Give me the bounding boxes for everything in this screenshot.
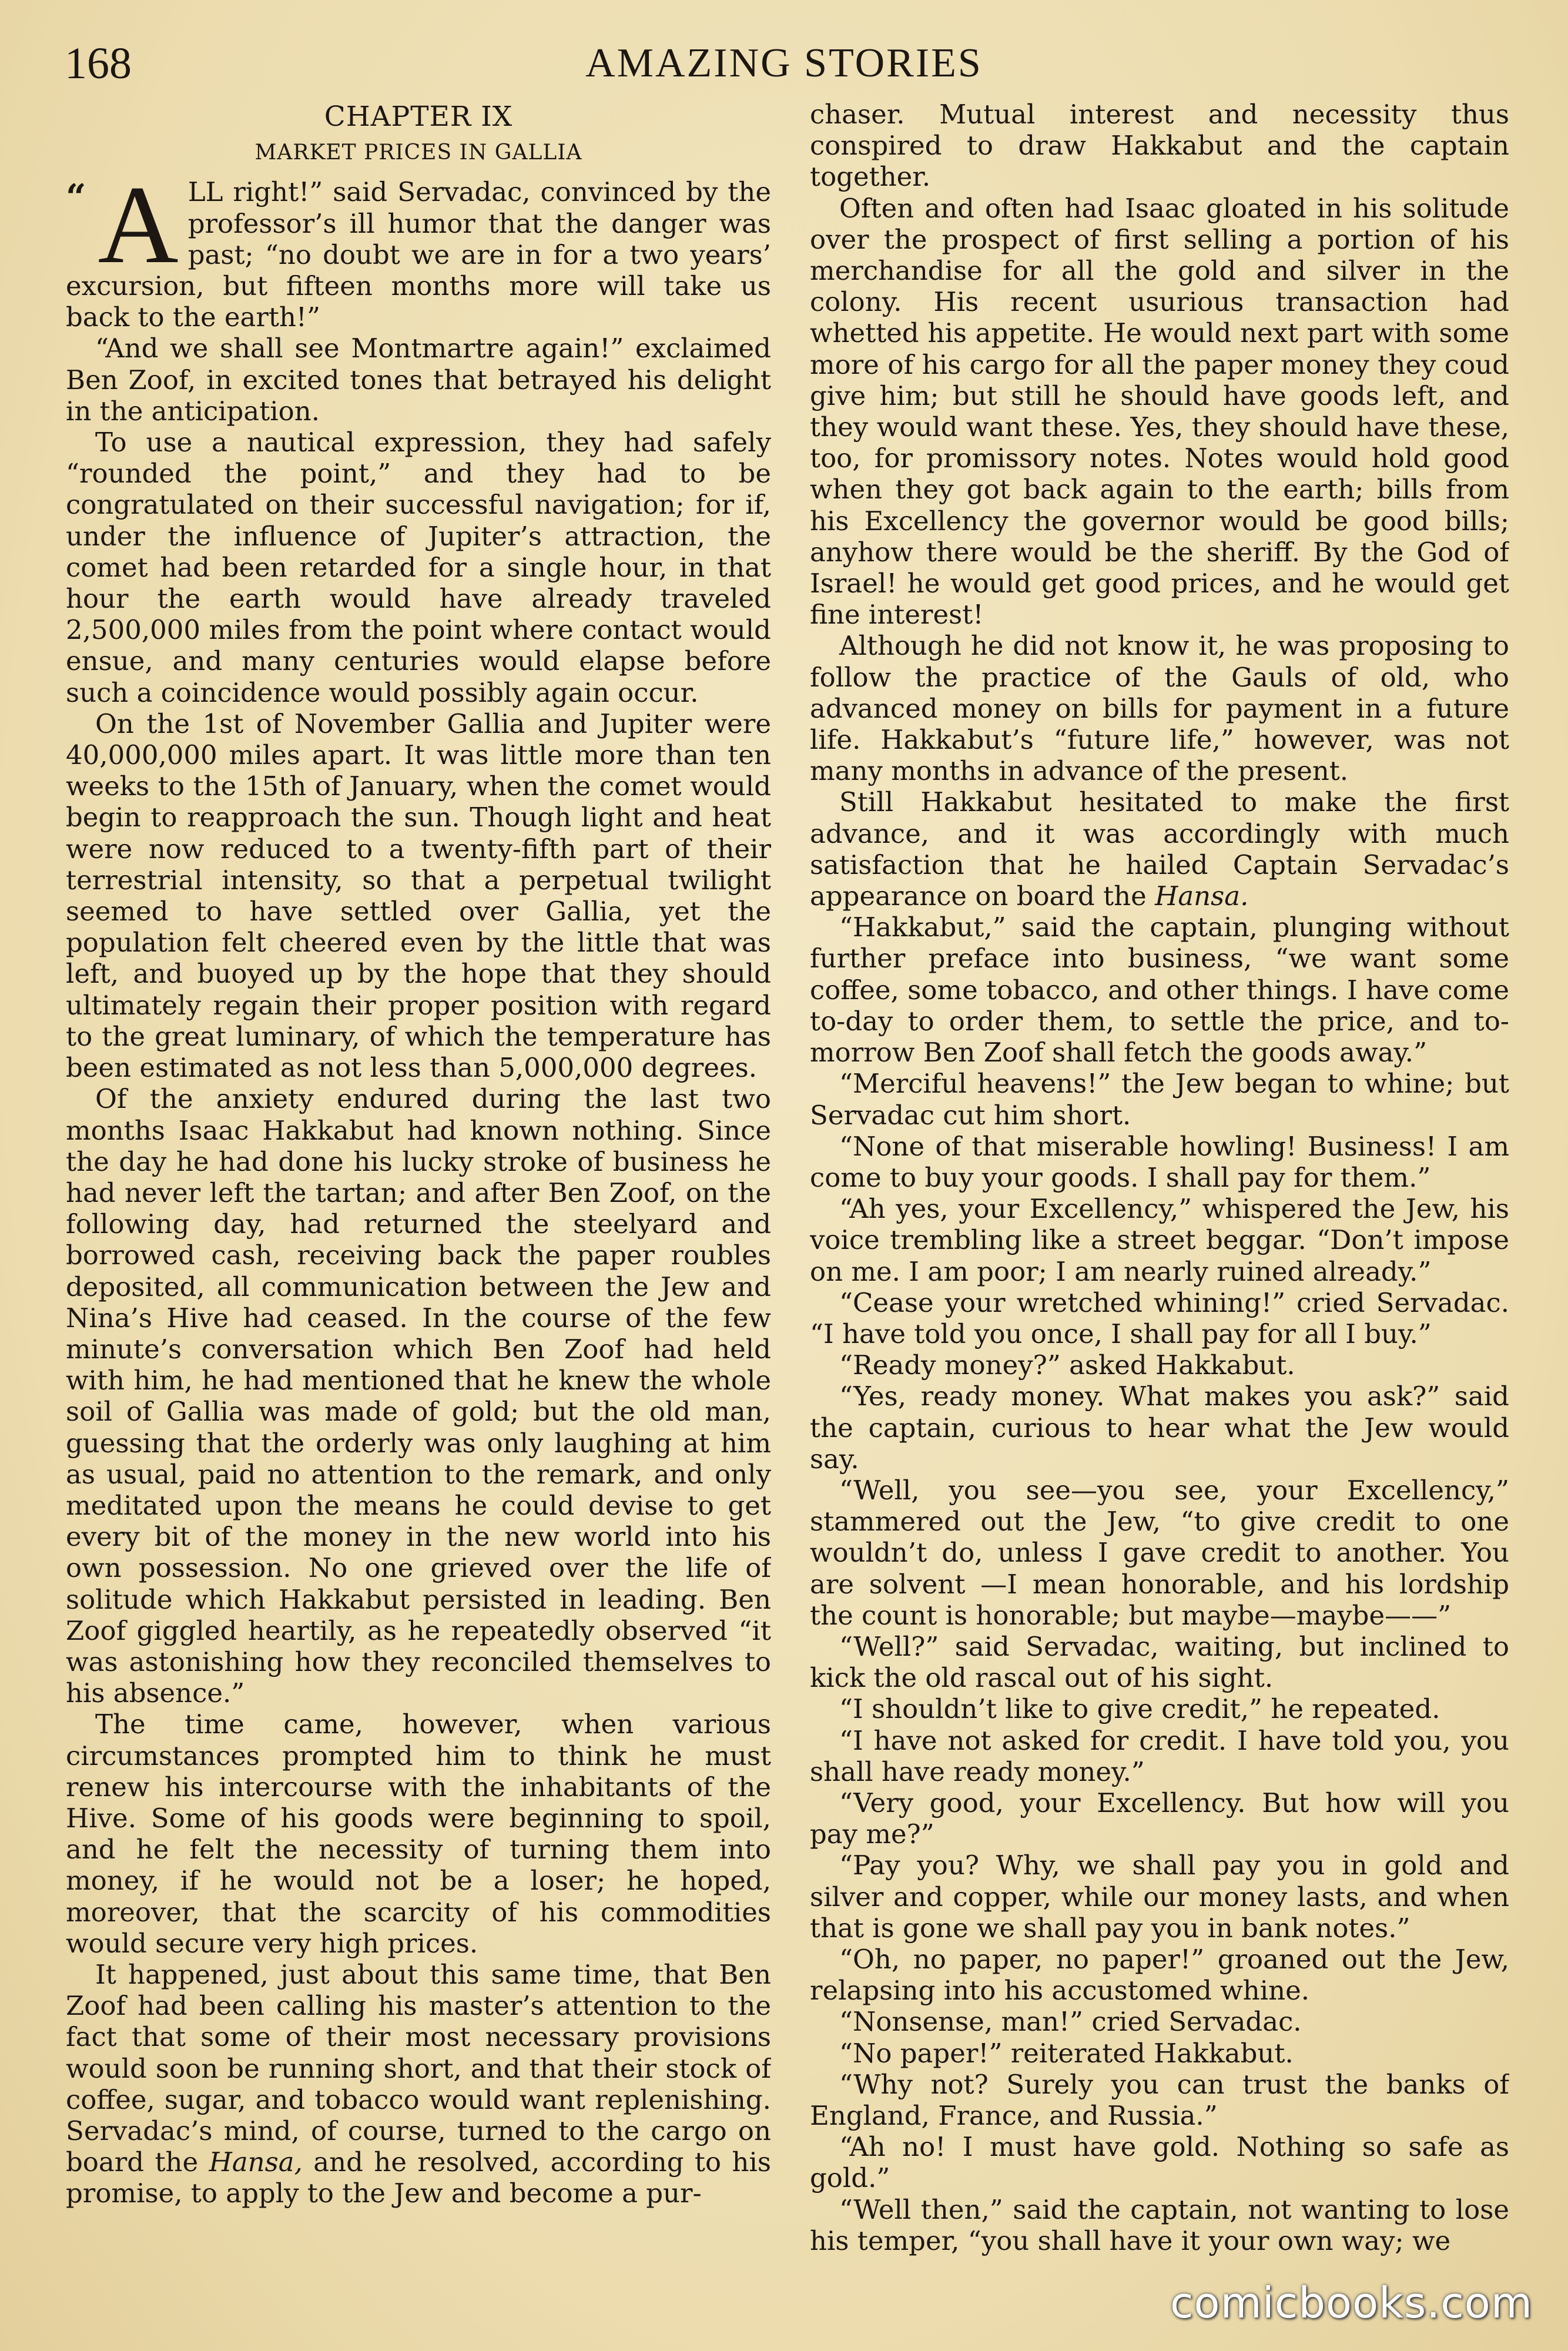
paragraph: “Well then,” said the captain, not wanting to lose his temper, “you shall have it your own way; we — [810, 2193, 1509, 2256]
chapter-title: CHAPTER IX — [324, 101, 513, 133]
paragraph: “Oh, no paper, no paper!” groaned out the Jew, relapsing into his accustomed whine. — [810, 1943, 1509, 2007]
paragraph: “Pay you? Why, we shall pay you in gold and silver and copper, while our money lasts, and when that is gone we shall pay you in bank notes.” — [810, 1850, 1509, 1944]
paragraph: “Ah no! I must have gold. Nothing so safe as gold.” — [810, 2131, 1509, 2194]
paragraph: Of the anxiety endured during the last two months Isaac Hakkabut had known nothing. Since the day he had done his lucky stroke of business he had never left the tartan; and after Ben Zoof, on the following day, had returned the steelyard and borrowed cash, receiving back the paper roubles deposited, all communication between the Jew and Nina’s Hive had ceased. In the course of the few minute’s conversation which Ben Zoof had held with him, he had mentioned that he knew the whole soil of Gallia was made of gold; but the old man, guessing that the orderly was only laughing at him as usual, paid no attention to the remark, and only meditated upon the means he could devise to get every bit of the money in the new world into his own possession. No one grieved over the life of solitude which Hakkabut persisted in leading. Ben Zoof giggled heartily, as he repeatedly observed “it was astonishing how they reconciled themselves to his absence.” — [66, 1083, 771, 1709]
paragraph-text: and he resolved, according to his promise, to apply to the Jew and become a pur- — [66, 2146, 771, 2209]
opening-paragraph — [66, 163, 771, 333]
right-column — [810, 99, 1509, 2273]
site-watermark: comicbooks.com — [1170, 2278, 1533, 2327]
paragraph: “Yes, ready money. What makes you ask?” said the captain, curious to hear what the Jew would say. — [810, 1381, 1509, 1475]
paragraph: Often and often had Isaac gloated in his solitude over the prospect of first selling a portion of his merchandise for all the gold and silver in the colony. His recent usurious transaction had whetted his appetite. He would next part with some more of his cargo for all the paper money they coud give him; but still he should have goods left, and they would want these. Yes, they should have these, too, for promissory notes. Notes would hold good when they got back again to the earth; bills from his Excellency the governor would be good bills; anyhow there would be the sheriff. By the God of Israel! he would get good prices, and he would get fine interest! — [810, 192, 1509, 631]
ship-name: Hansa. — [1155, 880, 1249, 912]
paragraph: “And we shall see Montmartre again!” exclaimed Ben Zoof, in excited tones that betrayed his delight in the anticipation. — [66, 333, 771, 427]
paragraph: The time came, however, when various circumstances prompted him to think he must renew his intercourse with the inhabitants of the Hive. Some of his goods were beginning to spoil, and he felt the necessity of turning them into money, if he would not be a loser; he hoped, moreover, that the scarcity of his commodities would secure very high prices. — [66, 1709, 771, 1959]
paragraph: “Merciful heavens!” the Jew began to whine; but Servadac cut him short. — [810, 1068, 1509, 1131]
paragraph: “Well?” said Servadac, waiting, but inclined to kick the old rascal out of his sight. — [810, 1630, 1509, 1694]
paragraph: “Cease your wretched whining!” cried Servadac. “I have told you once, I shall pay for all I buy.” — [810, 1287, 1509, 1349]
paragraph — [810, 786, 1509, 912]
paragraph: Although he did not know it, he was proposing to follow the practice of the Gauls of old, who advanced money on bills for payment in a future life. Hakkabut’s “future life,” however, was not many months in advance of the present. — [810, 630, 1509, 787]
page-number: 168 — [65, 39, 132, 88]
ship-name: Hansa, — [209, 2146, 303, 2178]
paragraph-text: Still Hakkabut hesitated to make the first advance, and it was accordingly with much satisfaction that he hailed Captain Servadac’s appearance on board the — [810, 786, 1509, 912]
paragraph: “Ready money?” asked Hakkabut. — [839, 1349, 1295, 1381]
paragraph: On the 1st of November Gallia and Jupiter were 40,000,000 miles apart. It was little more than ten weeks to the 15th of January, when the comet would begin to reapproach the sun. Though light and heat were now reduced to a twenty-fifth part of their terrestrial intensity, so that a perpetual twilight seemed to have settled over Gallia, yet the population felt cheered even by the little that was left, and buoyed up by the hope that they should ultimately regain their proper position with regard to the great luminary, of which the temperature has been estimated as not less than 5,000,000 degrees. — [66, 708, 771, 1084]
opening-text: LL right!” said Servadac, convinced by the professor’s ill humor that the danger was past; “no doubt we are in for a two years’ excursion, but fifteen months more will take us back to the earth!” — [66, 176, 771, 333]
paragraph: “Nonsense, man!” cried Servadac. — [839, 2006, 1302, 2038]
paragraph: “Ah yes, your Excellency,” whispered the Jew, his voice trembling like a street beggar. “Don’t impose on me. I am poor; I am nearly ruined already.” — [810, 1193, 1509, 1287]
running-title: AMAZING STORIES — [585, 41, 983, 86]
paragraph — [66, 1959, 771, 2209]
paragraph: “I have not asked for credit. I have told you, you shall have ready money.” — [810, 1724, 1509, 1787]
drop-cap: A — [98, 163, 179, 287]
paragraph: “Very good, your Excellency. But how will you pay me?” — [810, 1787, 1509, 1850]
page-header — [65, 34, 1503, 99]
continued-paragraph: chaser. Mutual interest and necessity thus conspired to draw Hakkabut and the captain together. — [810, 99, 1509, 193]
left-column — [66, 99, 771, 2273]
paragraph: To use a nautical expression, they had safely “rounded the point,” and they had to be congratulated on their successful navigation; for if, under the influence of Jupiter’s attraction, the comet had been retarded for a single hour, in that hour the earth would have already traveled 2,500,000 miles from the point where contact would ensue, and many centuries would elapse before such a coincidence would possibly again occur. — [66, 427, 771, 708]
paragraph: “No paper!” reiterated Hakkabut. — [839, 2037, 1294, 2069]
paragraph: “None of that miserable howling! Business! I am come to buy your goods. I shall pay for them.” — [810, 1130, 1509, 1193]
paragraph: “Why not? Surely you can trust the banks of England, France, and Russia.” — [810, 2068, 1509, 2131]
paragraph: “I shouldn’t like to give credit,” he repeated. — [839, 1693, 1440, 1725]
chapter-subtitle: MARKET PRICES IN GALLIA — [254, 140, 582, 165]
paragraph: “Well, you see—you see, your Excellency,” stammered out the Jew, “to give credit to one wouldn’t do, unless I gave credit to another. You are solvent —I mean honorable, and his lordship the count is honorable; but maybe—maybe——” — [810, 1474, 1509, 1631]
paragraph-text: It happened, just about this same time, that Ben Zoof had been calling his master’s attention to the fact that some of their most necessary provisions would soon be running short, and that their stock of coffee, sugar, and tobacco would want replenishing. Servadac’s mind, of course, turned to the cargo on board the — [66, 1958, 771, 2178]
opening-quote-mark: “ — [66, 177, 86, 219]
paragraph: “Hakkabut,” said the captain, plunging without further preface into business, “we want some coffee, some tobacco, and other things. I have come to-day to order them, to settle the price, and to-morrow Ben Zoof shall fetch the goods away.” — [810, 912, 1509, 1069]
